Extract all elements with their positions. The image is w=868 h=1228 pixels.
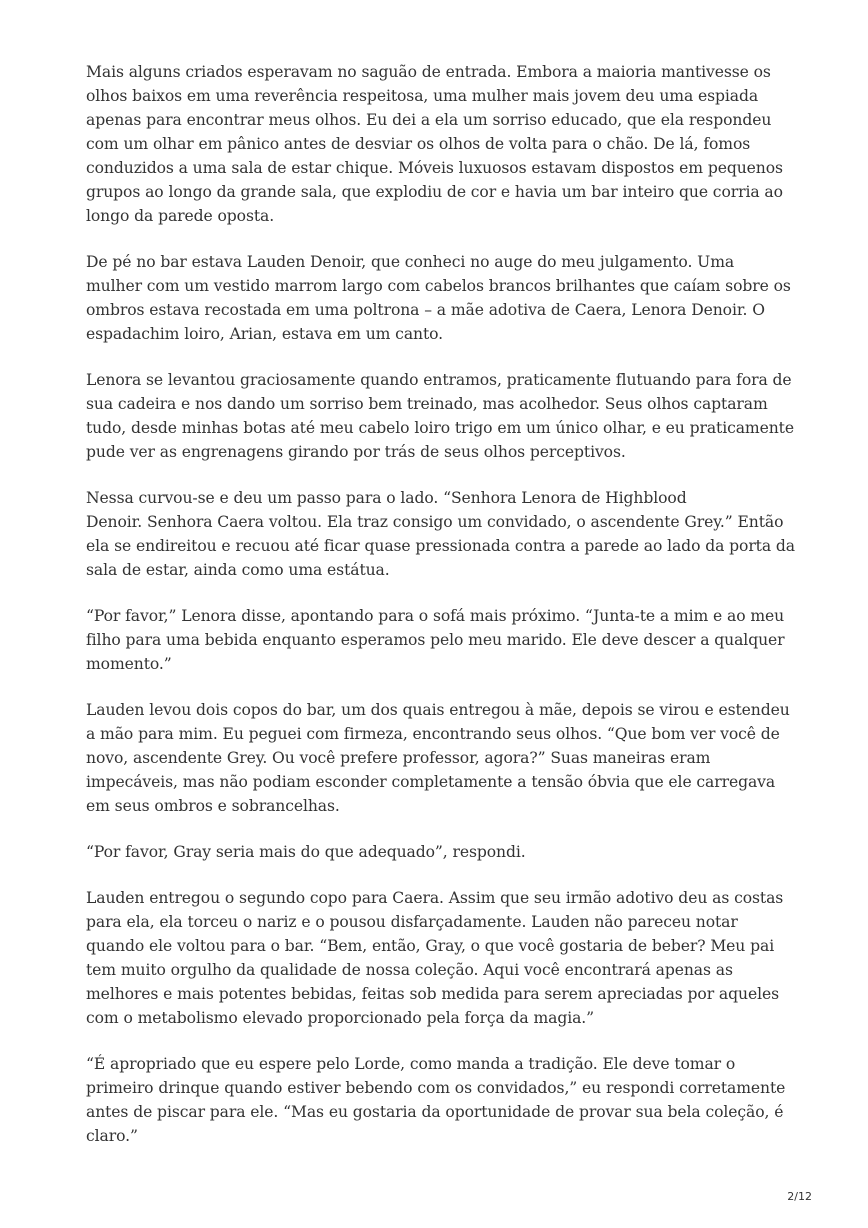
text-line: sua cadeira e nos dando um sorriso bem treinado, mas acolhedor. Seus olhos captaram (86, 395, 768, 413)
paragraph (86, 1052, 786, 1148)
text-line: novo, ascendente Grey. Ou você prefere professor, agora?” Suas maneiras eram (86, 749, 711, 767)
text-line: conduzidos a uma sala de estar chique. Móveis luxuosos estavam dispostos em pequenos (86, 159, 783, 177)
text-line: “Por favor,” Lenora disse, apontando para o sofá mais próximo. “Junta-te a mim e ao meu (86, 607, 785, 625)
text-line: Lauden entregou o segundo copo para Caera. Assim que seu irmão adotivo deu as costas (86, 889, 784, 907)
document-body (86, 60, 795, 1170)
text-line: antes de piscar para ele. “Mas eu gostaria da oportunidade de provar sua bela coleção, é (86, 1103, 784, 1121)
text-line: claro.” (86, 1127, 138, 1145)
text-line: impecáveis, mas não podiam esconder completamente a tensão óbvia que ele carregava (86, 773, 776, 791)
text-line: “É apropriado que eu espere pelo Lorde, como manda a tradição. Ele deve tomar o (86, 1055, 736, 1073)
paragraph (86, 840, 786, 864)
text-line: ombros estava recostada em uma poltrona – a mãe adotiva de Caera, Lenora Denoir. O (86, 301, 765, 319)
text-line: De pé no bar estava Lauden Denoir, que conheci no auge do meu julgamento. Uma (86, 253, 735, 271)
text-line: quando ele voltou para o bar. “Bem, então, Gray, o que você gostaria de beber? Meu pai (86, 937, 775, 955)
text-line: melhores e mais potentes bebidas, feitas sob medida para serem apreciadas por aqueles (86, 985, 779, 1003)
text-line: a mão para mim. Eu peguei com firmeza, encontrando seus olhos. “Que bom ver você de (86, 725, 780, 743)
text-line: “Por favor, Gray seria mais do que adequado”, respondi. (86, 843, 526, 861)
text-line: Lenora se levantou graciosamente quando entramos, praticamente flutuando para fora de (86, 371, 792, 389)
paragraph (86, 698, 790, 818)
text-line: com um olhar em pânico antes de desviar os olhos de volta para o chão. De lá, fomos (86, 135, 751, 153)
text-line: apenas para encontrar meus olhos. Eu dei a ela um sorriso educado, que ela respondeu (86, 111, 772, 129)
text-line: grupos ao longo da grande sala, que explodiu de cor e havia um bar inteiro que corria ao (86, 183, 783, 201)
text-line: longo da parede oposta. (86, 207, 275, 225)
paragraph (86, 250, 791, 346)
text-line: tudo, desde minhas botas até meu cabelo loiro trigo em um único olhar, e eu praticamente (86, 419, 794, 437)
text-line: filho para uma bebida enquanto esperamos pelo meu marido. Ele deve descer a qualquer (86, 631, 785, 649)
text-line: Nessa curvou-se e deu um passo para o lado. “Senhora Lenora de Highblood (86, 489, 687, 507)
text-line: Mais alguns criados esperavam no saguão de entrada. Embora a maioria mantivesse os (86, 63, 771, 81)
paragraph (86, 60, 786, 228)
paragraph (86, 604, 786, 676)
text-line: em seus ombros e sobrancelhas. (86, 797, 340, 815)
text-line: tem muito orgulho da qualidade de nossa coleção. Aqui você encontrará apenas as (86, 961, 733, 979)
page-number: 2/12 (787, 1190, 812, 1203)
text-line: mulher com um vestido marrom largo com cabelos brancos brilhantes que caíam sobre os (86, 277, 791, 295)
paragraph (86, 886, 786, 1030)
text-line: Lauden levou dois copos do bar, um dos quais entregou à mãe, depois se virou e estendeu (86, 701, 790, 719)
text-line: olhos baixos em uma reverência respeitosa, uma mulher mais jovem deu uma espiada (86, 87, 759, 105)
text-line: sala de estar, ainda como uma estátua. (86, 561, 390, 579)
text-line: com o metabolismo elevado proporcionado pela força da magia.” (86, 1009, 595, 1027)
text-line: espadachim loiro, Arian, estava em um canto. (86, 325, 443, 343)
text-line: para ela, ela torceu o nariz e o pousou disfarçadamente. Lauden não pareceu notar (86, 913, 738, 931)
paragraph (86, 368, 794, 464)
text-line: primeiro drinque quando estiver bebendo com os convidados,” eu respondi corretamente (86, 1079, 786, 1097)
text-line: momento.” (86, 655, 172, 673)
paragraph (86, 486, 795, 582)
text-line: pude ver as engrenagens girando por trás de seus olhos perceptivos. (86, 443, 626, 461)
text-line: Denoir. Senhora Caera voltou. Ela traz consigo um convidado, o ascendente Grey.” Então (86, 513, 784, 531)
text-line: ela se endireitou e recuou até ficar quase pressionada contra a parede ao lado da porta da (86, 537, 795, 555)
